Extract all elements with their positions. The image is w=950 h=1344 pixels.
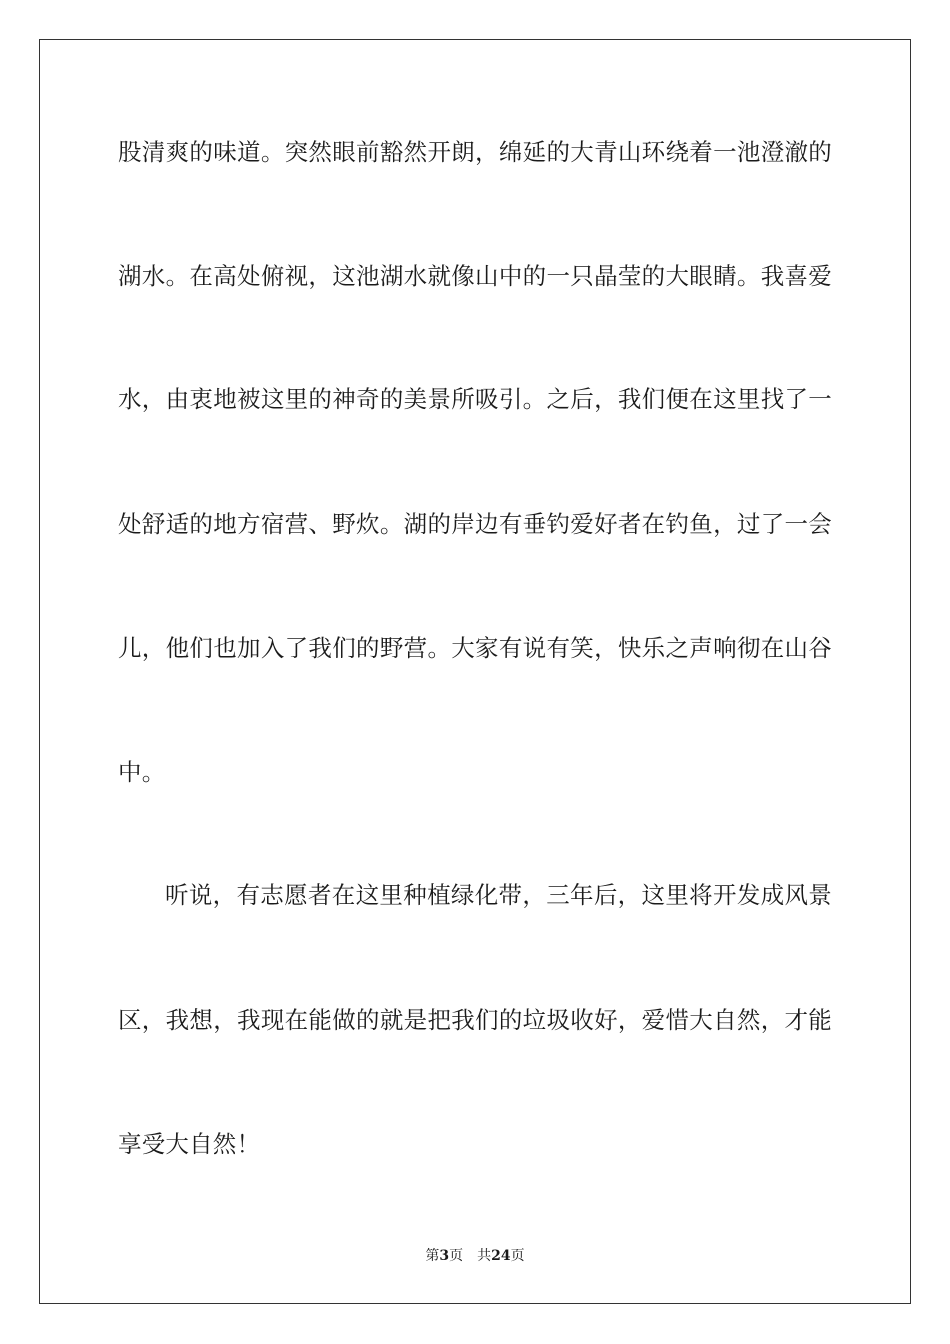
total-pages: 24 (491, 1248, 511, 1264)
total-suffix: 页 (510, 1248, 525, 1264)
text-line-2: 湖水。在高处俯视，这池湖水就像山中的一只晶莹的大眼睛。我喜爱 (118, 262, 832, 290)
page-border (39, 39, 911, 1304)
text-line-3: 水，由衷地被这里的神奇的美景所吸引。之后，我们便在这里找了一 (118, 385, 832, 413)
text-line-6: 中。 (118, 758, 166, 786)
text-line-1: 股清爽的味道。突然眼前豁然开朗，绵延的大青山环绕着一池澄澈的 (118, 138, 832, 166)
page-number: 3 (439, 1248, 450, 1264)
page-suffix: 页 (449, 1248, 464, 1264)
text-line-8: 区，我想，我现在能做的就是把我们的垃圾收好，爱惜大自然，才能 (118, 1006, 832, 1034)
page-footer (0, 1247, 950, 1265)
total-prefix: 共 (477, 1248, 492, 1264)
text-line-5: 儿，他们也加入了我们的野营。大家有说有笑，快乐之声响彻在山谷 (118, 634, 832, 662)
text-line-4: 处舒适的地方宿营、野炊。湖的岸边有垂钓爱好者在钓鱼，过了一会 (118, 510, 832, 538)
page-prefix: 第 (425, 1248, 440, 1264)
text-line-7-paragraph-start: 听说，有志愿者在这里种植绿化带，三年后，这里将开发成风景 (165, 881, 832, 909)
text-line-9: 享受大自然！ (118, 1130, 261, 1158)
